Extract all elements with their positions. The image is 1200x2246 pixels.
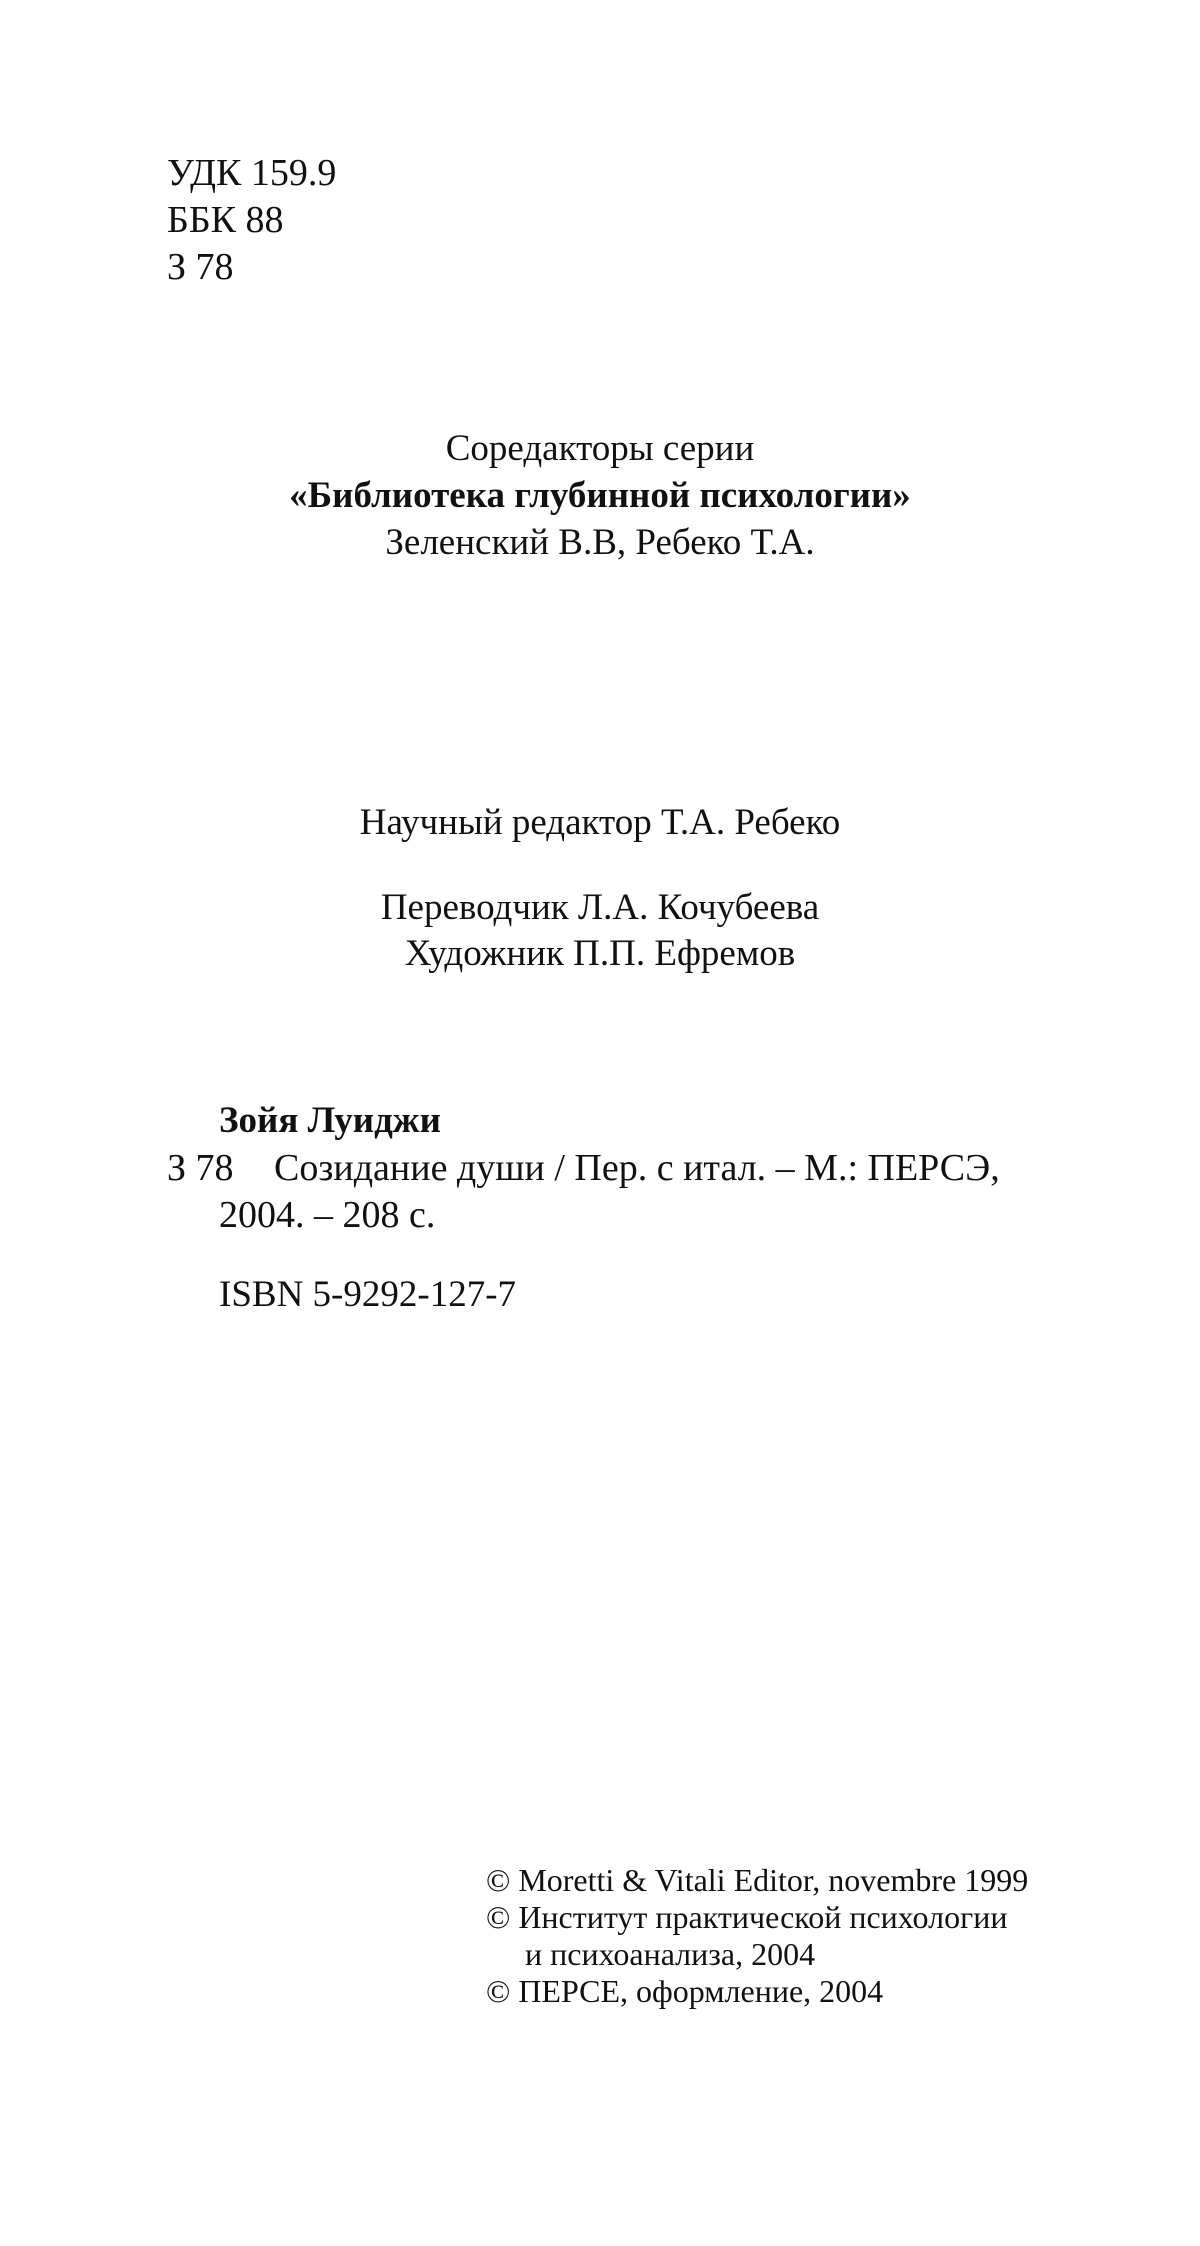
catalog-description: Созидание души / Пер. с итал. – М.: ПЕРСЭ, [274,1147,1000,1189]
copyright-line-cont: и психоанализа, 2004 [525,1936,816,1972]
catalog-entry-line [167,1145,1000,1192]
translator-credit: Переводчик Л.А. Кочубеева [380,887,820,928]
series-title: «Библиотека глубинной психологии» [289,475,911,516]
artist-credit: Художник П.П. Ефремов [404,933,796,974]
catalog-description-cont: 2004. – 208 с. [219,1194,436,1236]
bbk-code: ББК 88 [167,199,284,241]
author-mark: З 78 [167,246,234,288]
production-credits [0,885,1200,977]
copyright-block [486,1862,1028,2010]
coeditors-names: Зеленский В.В, Ребеко Т.А. [385,522,815,563]
catalog-author: Зойя Луиджи [219,1100,441,1141]
coeditors-label: Соредакторы серии [445,428,755,469]
udk-code: УДК 159.9 [167,152,337,194]
copyright-line: © Институт практической психологии [486,1899,1008,1935]
series-block [0,425,1200,566]
isbn: ISBN 5-9292-127-7 [219,1274,517,1315]
copyright-line: © ПЕРСЕ, оформление, 2004 [486,1973,884,2009]
classification-codes [167,150,336,291]
scientific-editor: Научный редактор Т.А. Ребеко [359,802,841,843]
copyright-line: © Moretti & Vitali Editor, novembre 1999 [486,1862,1029,1898]
catalog-code: З 78 [167,1147,234,1189]
